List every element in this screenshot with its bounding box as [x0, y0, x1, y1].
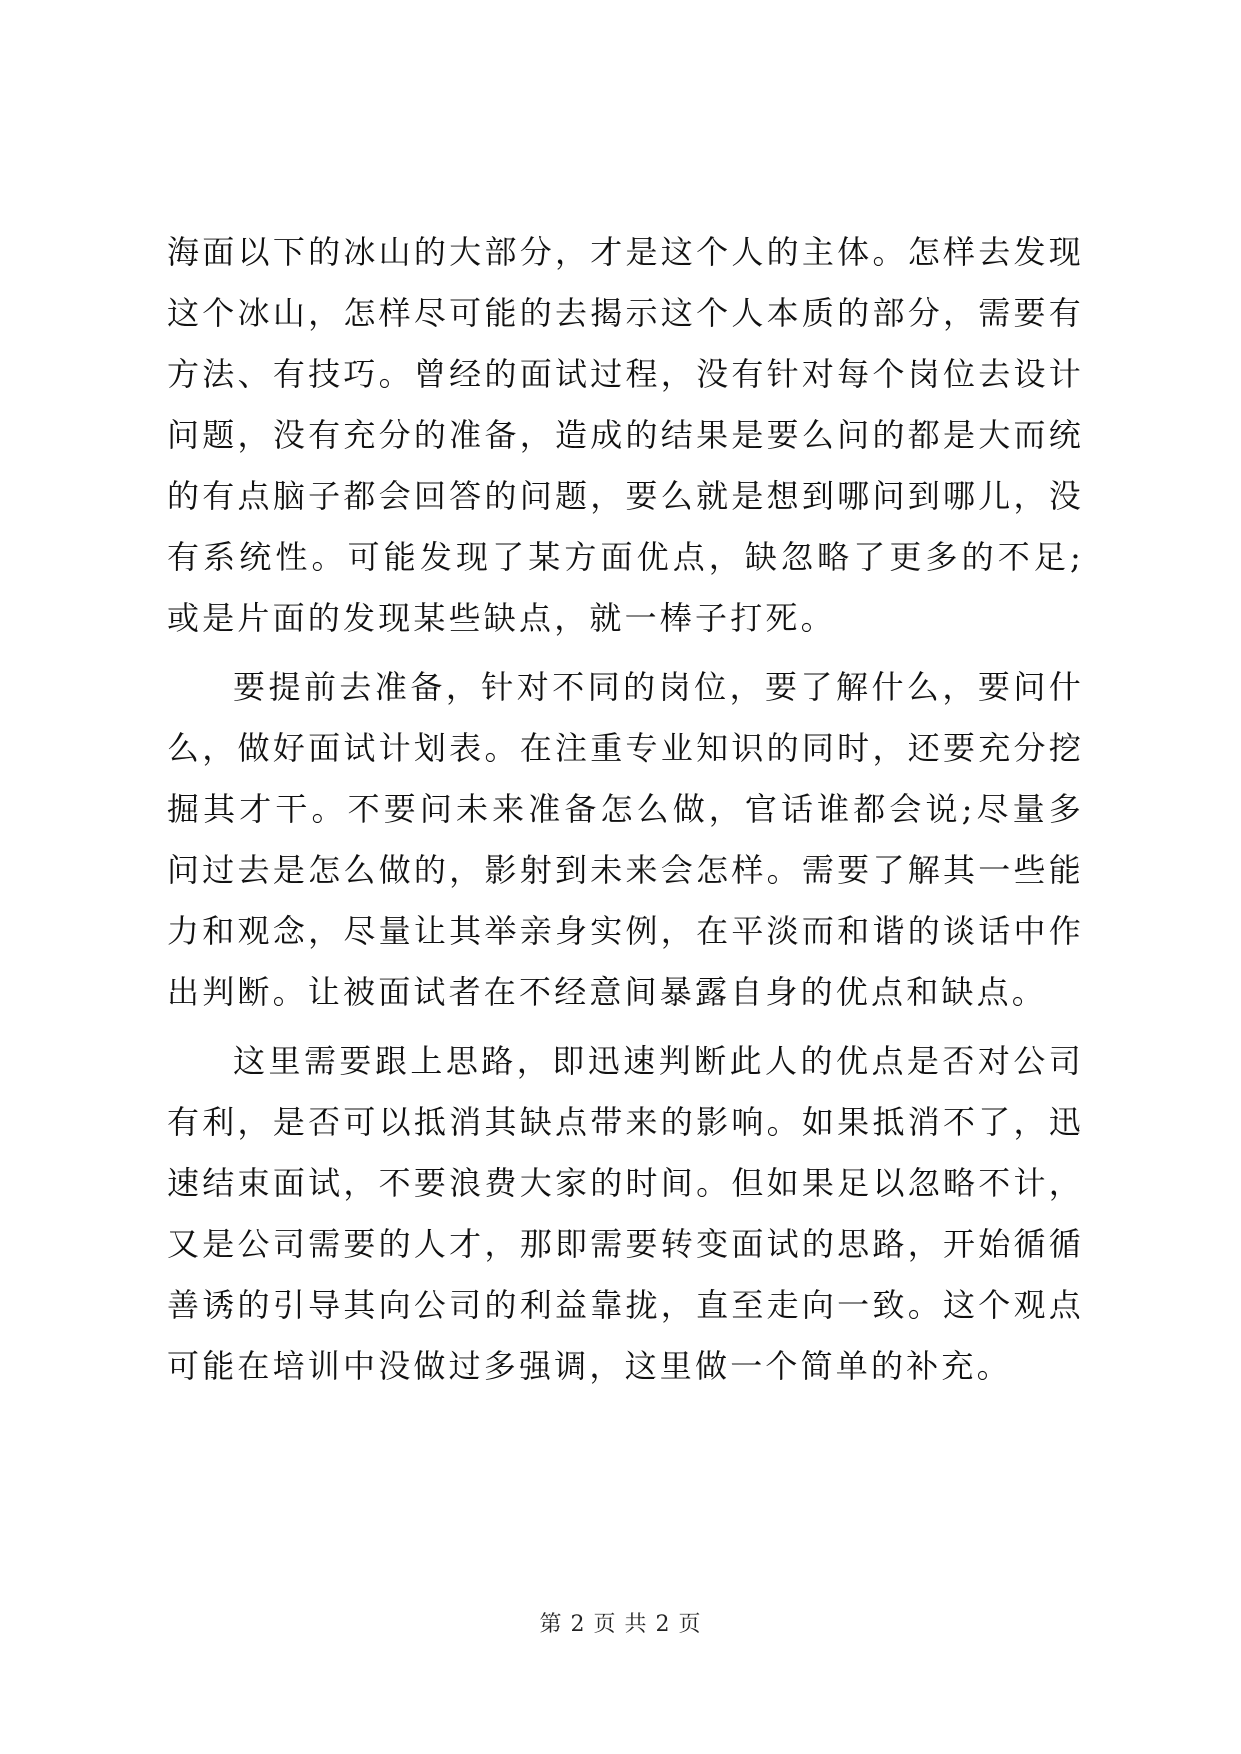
paragraph-1: 海面以下的冰山的大部分，才是这个人的主体。怎样去发现这个冰山，怎样尽可能的去揭示这个人本质的部分，需要有方法、有技巧。曾经的面试过程，没有针对每个岗位去设计问题，没有充分的准备，造成的结果是要么问的都是大而统的有点脑子都会回答的问题，要么就是想到哪问到哪儿，没有系统性。可能发现了某方面优点，缺忽略了更多的不足;或是片面的发现某些缺点，就一棒子打死。 — [167, 233, 1084, 637]
body-text — [167, 222, 1084, 1397]
paragraph-2: 要提前去准备，针对不同的岗位，要了解什么，要问什么，做好面试计划表。在注重专业知识的同时，还要充分挖掘其才干。不要问未来准备怎么做，官话谁都会说;尽量多问过去是怎么做的，影射到未来会怎样。需要了解其一些能力和观念，尽量让其举亲身实例，在平淡而和谐的谈话中作出判断。让被面试者在不经意间暴露自身的优点和缺点。 — [167, 668, 1084, 1011]
page-number-footer: 第 2 页 共 2 页 — [539, 1612, 702, 1637]
paragraph-3: 这里需要跟上思路，即迅速判断此人的优点是否对公司有利，是否可以抵消其缺点带来的影响。如果抵消不了，迅速结束面试，不要浪费大家的时间。但如果足以忽略不计，又是公司需要的人才，那即需要转变面试的思路，开始循循善诱的引导其向公司的利益靠拢，直至走向一致。这个观点可能在培训中没做过多强调，这里做一个简单的补充。 — [167, 1042, 1084, 1385]
